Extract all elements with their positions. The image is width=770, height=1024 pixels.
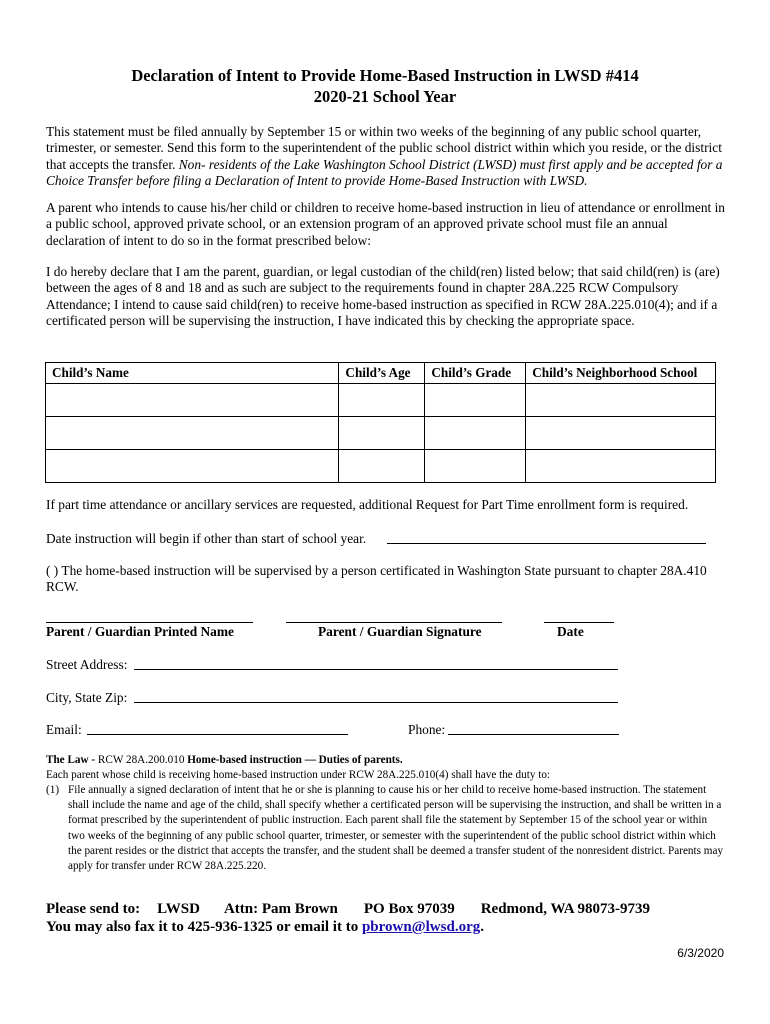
send-to-line: [46, 900, 650, 918]
eligibility-paragraph: A parent who intends to cause his/her child or children to receive home-based instruction in lieu of attendance or enrollment in a public school, approved private school, or an extension program of an approved private school must file an annual declaration of intent to do so in the format prescribed below:: [46, 200, 725, 248]
send-city: Redmond, WA 98073-9739: [480, 901, 651, 917]
printed-name-field[interactable]: [46, 622, 253, 623]
header-neighborhood-school: Child’s Neighborhood School: [526, 363, 716, 384]
city-state-zip-field[interactable]: [134, 702, 618, 703]
start-date-label: Date instruction will begin if other than start of school year.: [46, 531, 367, 546]
law-item-number: (1): [46, 784, 60, 796]
child-age-cell[interactable]: [339, 384, 425, 417]
street-address-label: Street Address:: [46, 657, 128, 672]
send-attn: Attn: Pam Brown: [223, 901, 338, 917]
declaration-paragraph: I do hereby declare that I am the parent, guardian, or legal custodian of the child(ren) listed below; that said child(ren) is (are) between the ages of 8 and 18 and as such are subject to the requirements found in chapter 28A.225 RCW Compulsory Attendance; I intend to cause said child(ren) to receive home-based instruction as specified in RCW 28A.225.010(4); and if a certificated person will be supervising the instruction, I have indicated this by checking the appropriate space.: [46, 264, 720, 329]
table-row: [46, 417, 716, 450]
email-field[interactable]: [87, 734, 348, 735]
child-age-cell[interactable]: [339, 450, 425, 483]
send-label: Please send to:: [46, 901, 141, 917]
table-row: [46, 450, 716, 483]
header-childs-grade: Child’s Grade: [425, 363, 526, 384]
start-date-field[interactable]: [387, 543, 706, 544]
signature-field[interactable]: [286, 622, 502, 623]
signature-label: Parent / Guardian Signature: [318, 624, 482, 639]
child-grade-cell[interactable]: [425, 450, 526, 483]
fax-period: .: [480, 919, 484, 935]
footer-date: 6/3/2020: [677, 946, 724, 960]
law-rcw: RCW 28A.200.010: [97, 754, 188, 766]
date-label: Date: [557, 624, 584, 639]
intro-text: This statement must be filed annually by September 15 or within two weeks of the beginning of any public school quarter, trimester, or semester. Send this form to the superintendent of the public school district within which you reside, or the district that accepts the transfer.: [46, 124, 722, 172]
fax-text: You may also fax it to 425-936-1325 or email it to: [46, 919, 362, 935]
certificated-checkbox[interactable]: ( ): [46, 563, 59, 578]
date-field[interactable]: [544, 622, 614, 623]
child-school-cell[interactable]: [526, 384, 716, 417]
email-label: Email:: [46, 722, 82, 737]
child-name-cell[interactable]: [46, 450, 339, 483]
certificated-statement: [46, 563, 728, 596]
city-state-zip-label: City, State Zip:: [46, 690, 128, 705]
fax-email-line: [46, 918, 484, 936]
child-name-cell[interactable]: [46, 384, 339, 417]
table-header-row: [46, 363, 716, 384]
printed-name-label: Parent / Guardian Printed Name: [46, 624, 234, 639]
law-item-text: File annually a signed declaration of intent that he or she is planning to cause his or her child to receive home-based instruction. The statement shall include the name and age of the child, shall specify whether a certificated person will be supervising the instruction, and shall be written in a format prescribed by the superintendent of public instruction. Each parent shall file the statement by September 15 of the school year or within two weeks of the beginning of any public school quarter, trimester, or semester with the superintendent of the public school district within which the parent resides or the district that accepts the transfer, and the student shall be deemed a transfer student of the nonresident district. Parents may apply for transfer under RCW 28A.225.220.: [68, 784, 724, 873]
child-age-cell[interactable]: [339, 417, 425, 450]
law-title: Home-based instruction — Duties of parents.: [187, 754, 403, 766]
part-time-note: If part time attendance or ancillary services are requested, additional Request for Part Time enrollment form is required.: [46, 497, 689, 512]
law-prefix: The Law -: [46, 754, 98, 766]
law-heading: [46, 753, 726, 768]
child-grade-cell[interactable]: [425, 384, 526, 417]
children-table: [45, 362, 716, 483]
phone-label: Phone:: [408, 722, 446, 737]
table-row: [46, 384, 716, 417]
street-address-field[interactable]: [134, 669, 618, 670]
certificated-text: The home-based instruction will be supervised by a person certificated in Washington State pursuant to chapter 28A.410 RCW.: [46, 563, 707, 595]
header-childs-age: Child’s Age: [339, 363, 425, 384]
send-org: LWSD: [157, 901, 200, 917]
phone-field[interactable]: [448, 734, 619, 735]
law-intro: Each parent whose child is receiving home-based instruction under RCW 28A.225.010(4) shall have the duty to:: [46, 769, 551, 781]
child-name-cell[interactable]: [46, 417, 339, 450]
header-childs-name: Child’s Name: [46, 363, 339, 384]
email-link[interactable]: pbrown@lwsd.org: [361, 919, 481, 935]
send-po-box: PO Box 97039: [363, 901, 455, 917]
intro-italic-note: Non- residents of the Lake Washington School District (LWSD) must first apply and be accepted for a Choice Transfer before filing a Declaration of Intent to provide Home-Based Instruction with LWSD.: [46, 156, 723, 189]
school-year-title: 2020-21 School Year: [313, 87, 457, 106]
intro-paragraph: [46, 124, 728, 190]
child-school-cell[interactable]: [526, 450, 716, 483]
child-school-cell[interactable]: [526, 417, 716, 450]
child-grade-cell[interactable]: [425, 417, 526, 450]
form-title: Declaration of Intent to Provide Home-Based Instruction in LWSD #414: [131, 66, 639, 85]
